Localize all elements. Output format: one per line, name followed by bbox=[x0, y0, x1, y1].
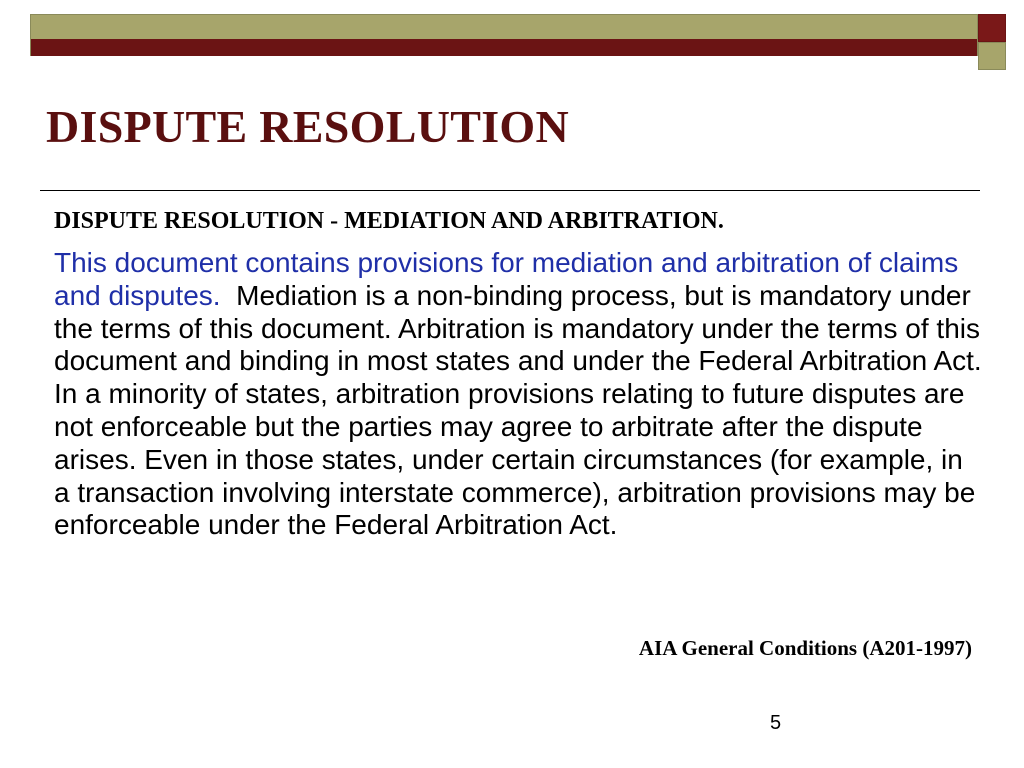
header-maroon-strip bbox=[31, 39, 977, 56]
body-paragraph bbox=[54, 247, 998, 542]
title-divider bbox=[40, 190, 980, 191]
section-subheading: DISPUTE RESOLUTION - MEDIATION AND ARBITRATION. bbox=[54, 208, 724, 234]
source-citation: AIA General Conditions (A201-1997) bbox=[638, 636, 972, 660]
body-main-text: Mediation is a non-binding process, but is mandatory under the terms of this document. Arbitration is mandatory under the terms of this document and binding in most states and under the Federal Arbitration Act. In a minority of states, arbitration provisions relating to future disputes are not enforceable but the parties may agree to arbitrate after the dispute arises. Even in those states, under certain circumstances (for example, in a transaction involving interstate commerce), arbitration provisions may be enforceable under the Federal Arbitration Act. bbox=[54, 279, 998, 541]
header-corner-square-olive bbox=[978, 42, 1006, 70]
slide-title: DISPUTE RESOLUTION bbox=[46, 101, 570, 152]
header-corner-square-maroon bbox=[978, 14, 1006, 42]
page-number: 5 bbox=[770, 712, 782, 734]
body-highlight-text: This document contains provisions for mediation and arbitration of claims and disputes. bbox=[54, 247, 959, 311]
header-decorative-bar bbox=[30, 14, 978, 56]
